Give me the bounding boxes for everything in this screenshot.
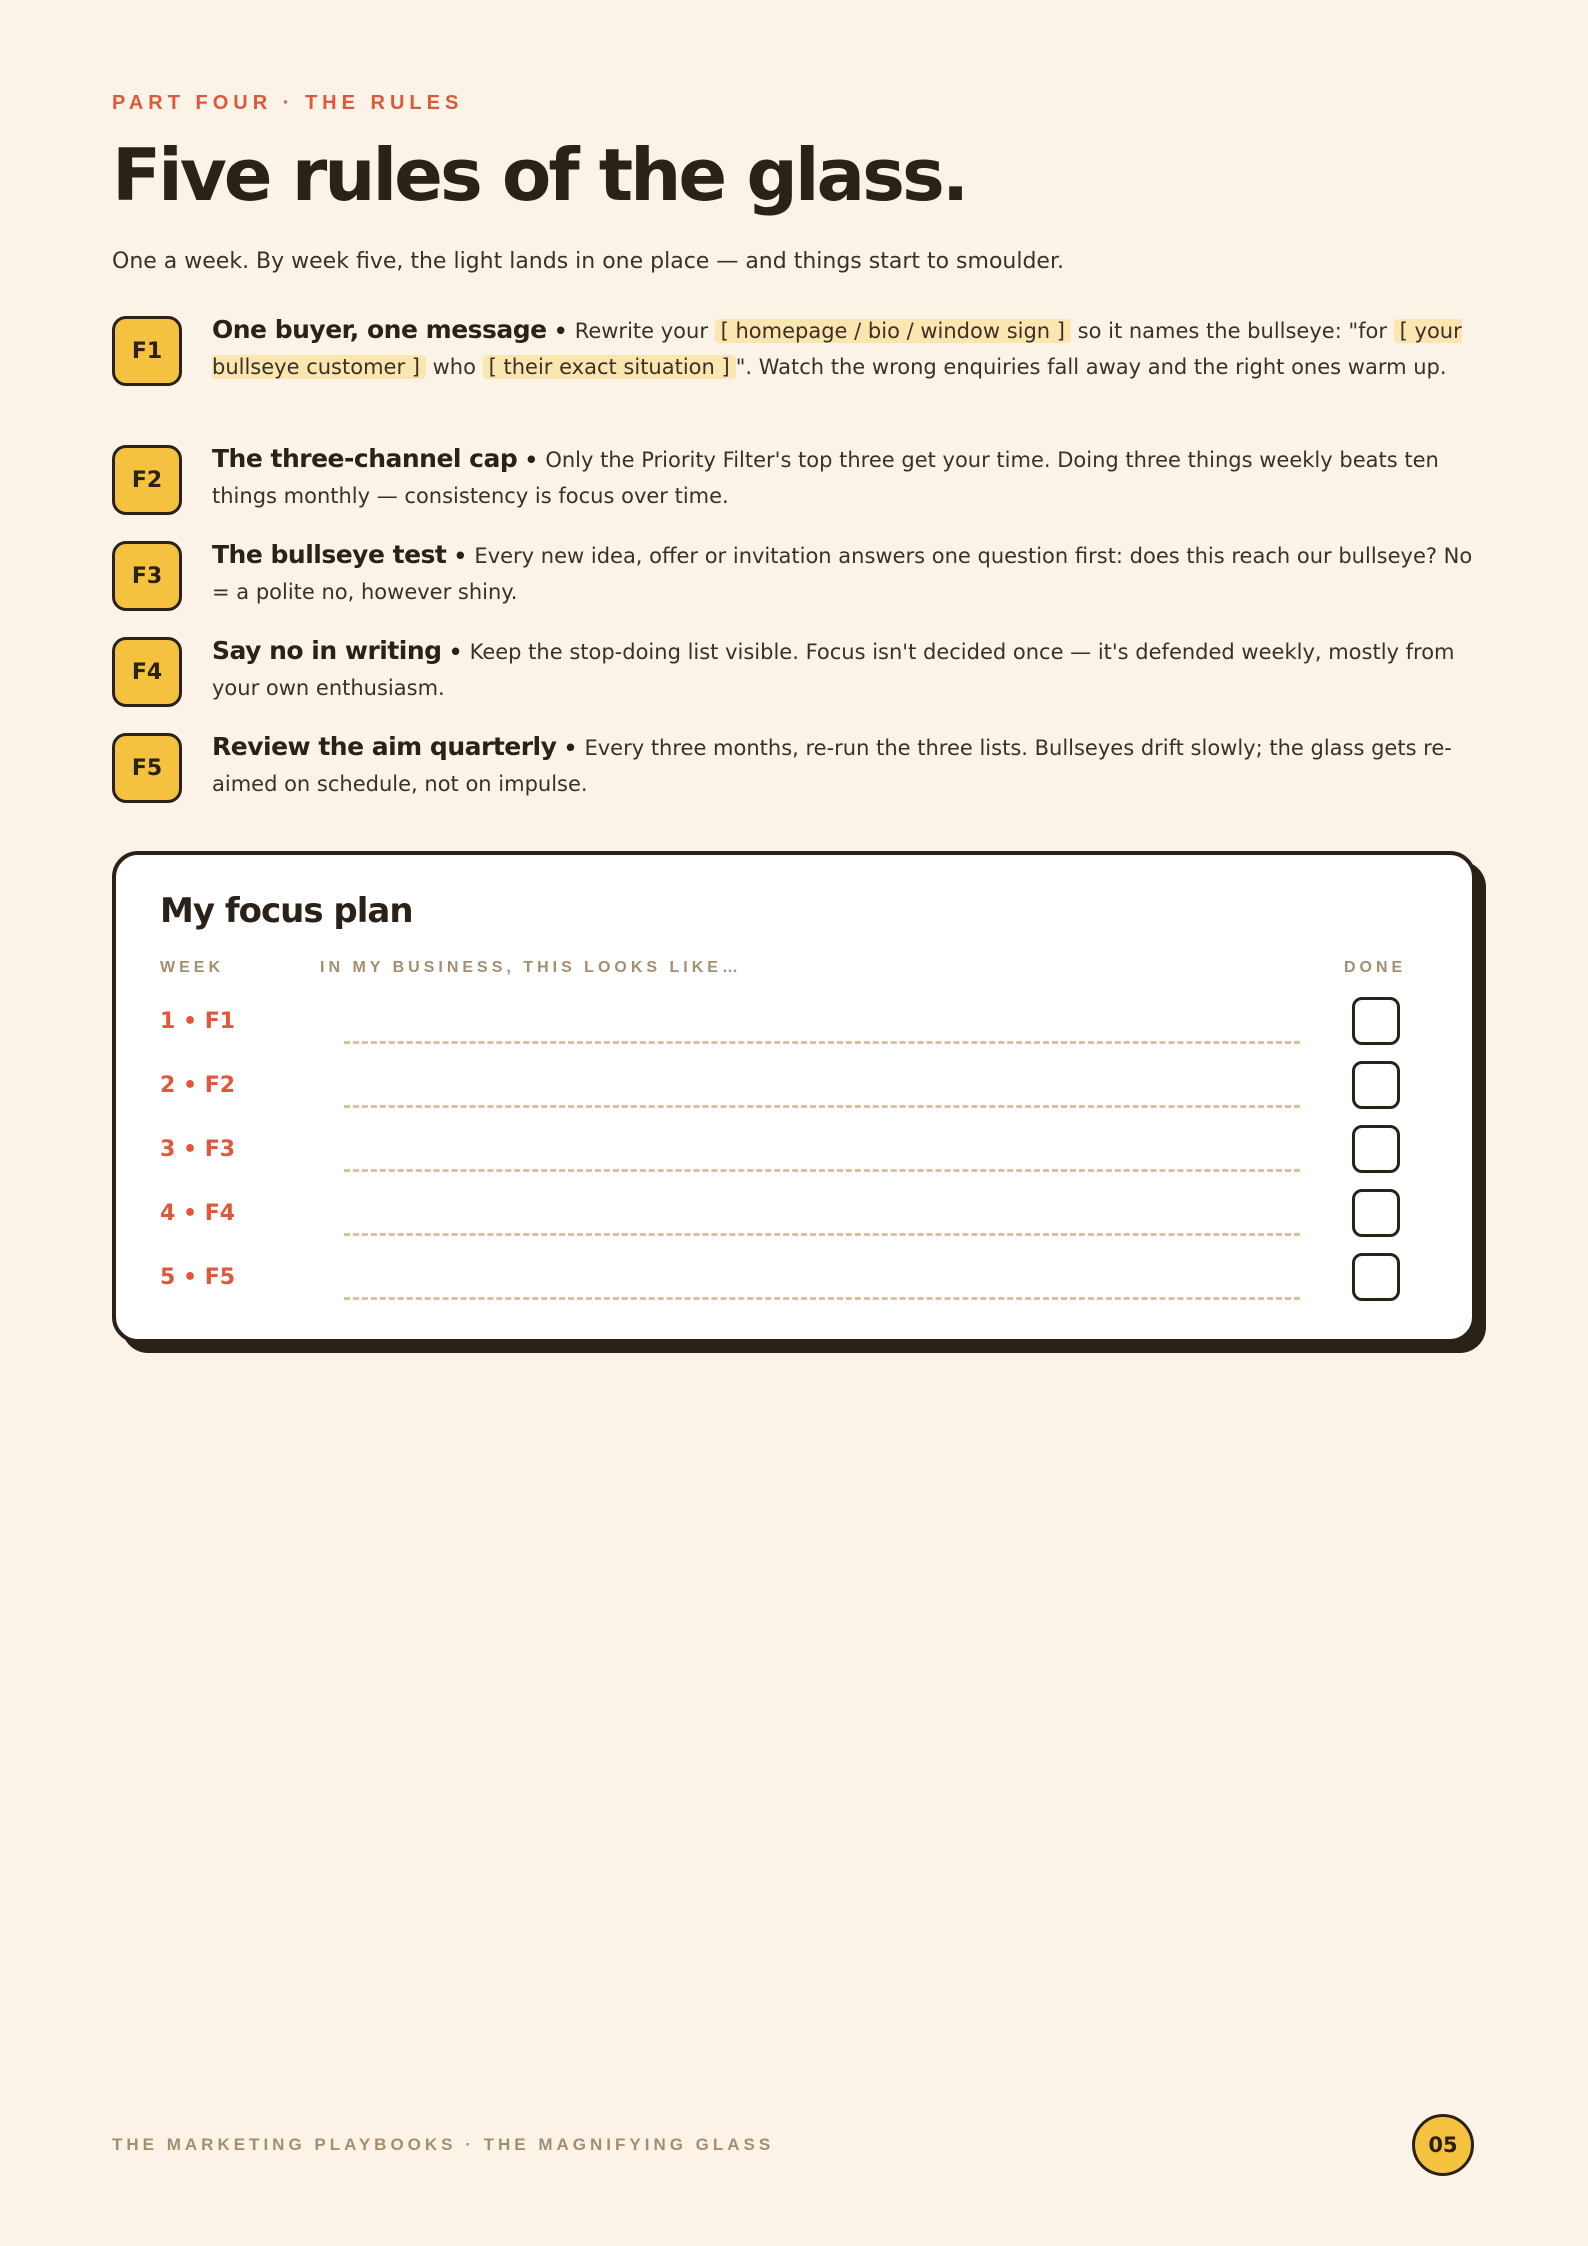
week-label: 2 • F2 — [160, 1073, 236, 1098]
plan-row — [160, 1189, 1432, 1253]
page-number-badge: 05 — [1412, 2114, 1474, 2176]
rule-badge: F3 — [112, 541, 182, 611]
rule-title: One buyer, one message — [212, 315, 547, 344]
rule-separator: • — [556, 736, 585, 760]
week-label: 1 • F1 — [160, 1009, 236, 1034]
rule-body: Only the Priority Filter's top three get your time. Doing three things weekly beats ten things monthly — consistency is focus over time. — [212, 448, 1439, 508]
plan-row — [160, 1061, 1432, 1125]
rule-body-part: Rewrite your — [574, 319, 715, 343]
rule-body-part: so it names the bullseye: "for — [1070, 319, 1394, 343]
plan-row — [160, 997, 1432, 1061]
rule-text — [212, 312, 1476, 385]
write-in-line[interactable] — [344, 1105, 1300, 1108]
rule-separator: • — [546, 319, 575, 343]
rule-separator: • — [446, 544, 475, 568]
rule-badge: F5 — [112, 733, 182, 803]
write-in-line[interactable] — [344, 1169, 1300, 1172]
rule-badge: F2 — [112, 445, 182, 515]
section-eyebrow: PART FOUR · THE RULES — [112, 92, 464, 114]
plan-row — [160, 1253, 1432, 1317]
rule-body-part: ". Watch the wrong enquiries fall away and the right ones warm up. — [735, 355, 1447, 379]
rule-title: Review the aim quarterly — [212, 732, 557, 761]
focus-plan-card — [112, 851, 1476, 1343]
write-in-line[interactable] — [344, 1297, 1300, 1300]
done-checkbox[interactable] — [1352, 1061, 1400, 1109]
rule-title: The bullseye test — [212, 540, 447, 569]
column-header-business: IN MY BUSINESS, THIS LOOKS LIKE… — [320, 959, 742, 976]
rule-title: Say no in writing — [212, 636, 442, 665]
rule-separator: • — [441, 640, 470, 664]
fill-in-placeholder: [ your bullseye customer ] — [212, 319, 1462, 379]
plan-title: My focus plan — [160, 891, 413, 931]
write-in-line[interactable] — [344, 1041, 1300, 1044]
done-checkbox[interactable] — [1352, 1125, 1400, 1173]
rule-text — [212, 441, 1476, 514]
rule-title: The three-channel cap — [212, 444, 518, 473]
rule-body: Keep the stop-doing list visible. Focus isn't decided once — it's defended weekly, mostly from your own enthusiasm. — [212, 640, 1455, 700]
rule-body-part: who — [425, 355, 483, 379]
write-in-line[interactable] — [344, 1233, 1300, 1236]
page-title: Five rules of the glass. — [112, 133, 967, 217]
column-header-week: WEEK — [160, 959, 224, 976]
done-checkbox[interactable] — [1352, 997, 1400, 1045]
plan-row — [160, 1125, 1432, 1189]
done-checkbox[interactable] — [1352, 1189, 1400, 1237]
column-header-done: DONE — [1344, 959, 1407, 976]
week-label: 5 • F5 — [160, 1265, 236, 1290]
fill-in-placeholder: [ homepage / bio / window sign ] — [715, 319, 1071, 343]
week-label: 3 • F3 — [160, 1137, 236, 1162]
rule-badge: F4 — [112, 637, 182, 707]
rule-text — [212, 729, 1476, 802]
done-checkbox[interactable] — [1352, 1253, 1400, 1301]
intro-text: One a week. By week five, the light lands in one place — and things start to smoulder. — [112, 249, 1064, 274]
rule-body: Every new idea, offer or invitation answers one question first: does this reach our bullseye? No = a polite no, however shiny. — [212, 544, 1473, 604]
week-label: 4 • F4 — [160, 1201, 236, 1226]
footer-text: THE MARKETING PLAYBOOKS · THE MAGNIFYING GLASS — [112, 2135, 775, 2154]
fill-in-placeholder: [ their exact situation ] — [483, 355, 736, 379]
rule-separator: • — [517, 448, 546, 472]
rule-body: Every three months, re-run the three lists. Bullseyes drift slowly; the glass gets re-aimed on schedule, not on impulse. — [212, 736, 1452, 796]
rule-badge: F1 — [112, 316, 182, 386]
rule-text — [212, 537, 1476, 610]
rule-text — [212, 633, 1476, 706]
